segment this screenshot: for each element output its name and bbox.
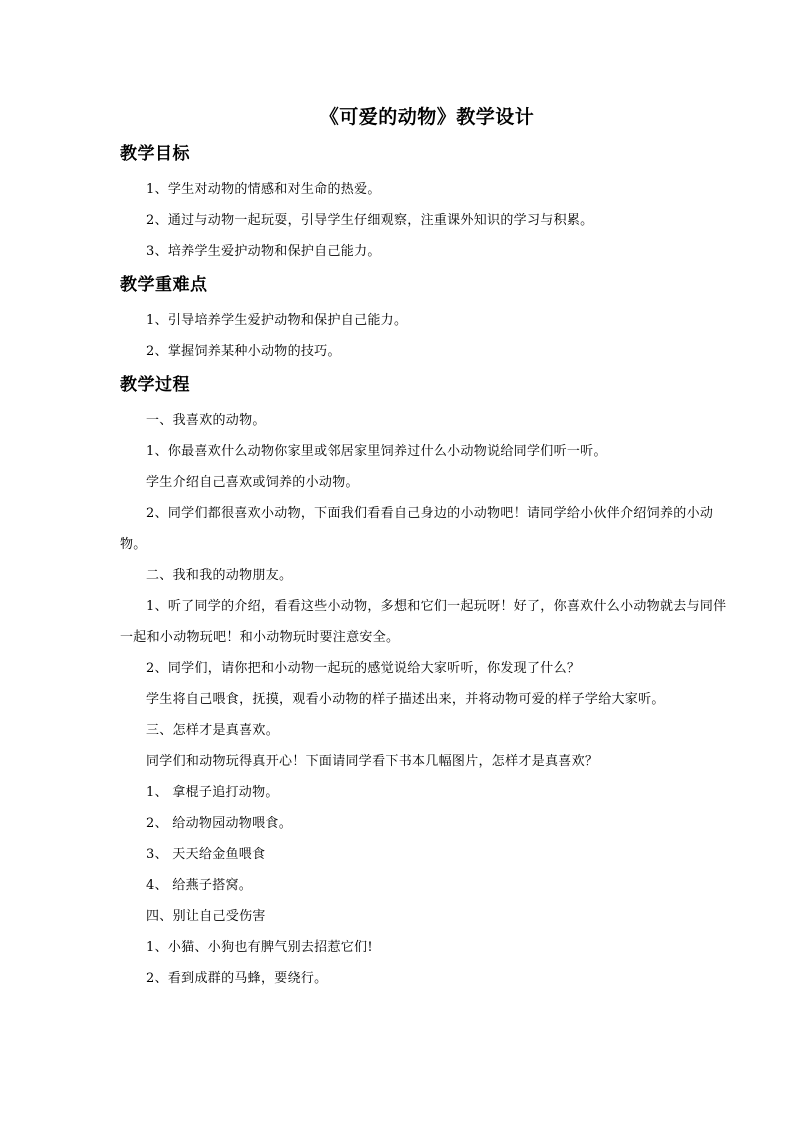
process-paragraph: 一、我喜欢的动物。 xyxy=(146,413,266,428)
process-paragraph: 三、怎样才是真喜欢。 xyxy=(146,723,280,738)
process-paragraph: 1、小猫、小狗也有脾气别去招惹它们! xyxy=(146,940,373,955)
section-heading-goals: 教学目标 xyxy=(120,144,190,164)
process-paragraph: 3、 天天给金鱼喂食 xyxy=(146,847,266,862)
section-key-difficulties xyxy=(120,273,734,367)
process-paragraph: 1、 拿棍子追打动物。 xyxy=(146,785,279,800)
process-paragraph: 2、看到成群的马蜂，要绕行。 xyxy=(146,971,328,986)
goal-item: 2、通过与动物一起玩耍，引导学生仔细观察，注重课外知识的学习与积累。 xyxy=(146,213,594,228)
section-teaching-process xyxy=(120,373,734,994)
section-teaching-goals xyxy=(120,142,734,267)
process-paragraph: 4、 给燕子搭窝。 xyxy=(146,878,253,893)
process-paragraph: 2、 给动物园动物喂食。 xyxy=(146,816,293,831)
section-heading-process: 教学过程 xyxy=(120,375,190,395)
process-paragraph: 学生介绍自己喜欢或饲养的小动物。 xyxy=(146,475,359,490)
goal-item: 1、学生对动物的情感和对生命的热爱。 xyxy=(146,182,381,197)
difficulty-item: 1、引导培养学生爱护动物和保护自己能力。 xyxy=(146,313,408,328)
process-paragraph: 2、同学们，请你把和小动物一起玩的感觉说给大家听听，你发现了什么？ xyxy=(146,661,581,676)
process-paragraph: 1、你最喜欢什么动物你家里或邻居家里饲养过什么小动物说给同学们听一听。 xyxy=(146,444,607,459)
section-heading-difficulties: 教学重难点 xyxy=(120,275,208,295)
difficulty-item: 2、掌握饲养某种小动物的技巧。 xyxy=(146,344,341,359)
process-paragraph: 二、我和我的动物朋友。 xyxy=(146,568,293,583)
process-paragraph: 四、别让自己受伤害 xyxy=(146,909,266,924)
process-paragraph: 学生将自己喂食，抚摸，观看小动物的样子描述出来，并将动物可爱的样子学给大家听。 xyxy=(146,692,665,707)
document-title: 《可爱的动物》教学设计 xyxy=(319,106,535,128)
process-paragraph: 同学们和动物玩得真开心！下面请同学看下书本几幅图片，怎样才是真喜欢？ xyxy=(146,754,599,769)
process-paragraph: 1、听了同学的介绍，看看这些小动物，多想和它们一起玩呀！好了，你喜欢什么小动物就去与同伴一起和小动物玩吧！和小动物玩时要注意安全。 xyxy=(120,599,727,645)
goal-item: 3、培养学生爱护动物和保护自己能力。 xyxy=(146,244,381,259)
process-paragraph: 2、同学们都很喜欢小动物，下面我们看看自己身边的小动物吧！请同学给小伙伴介绍饲养的小动物。 xyxy=(120,506,714,552)
